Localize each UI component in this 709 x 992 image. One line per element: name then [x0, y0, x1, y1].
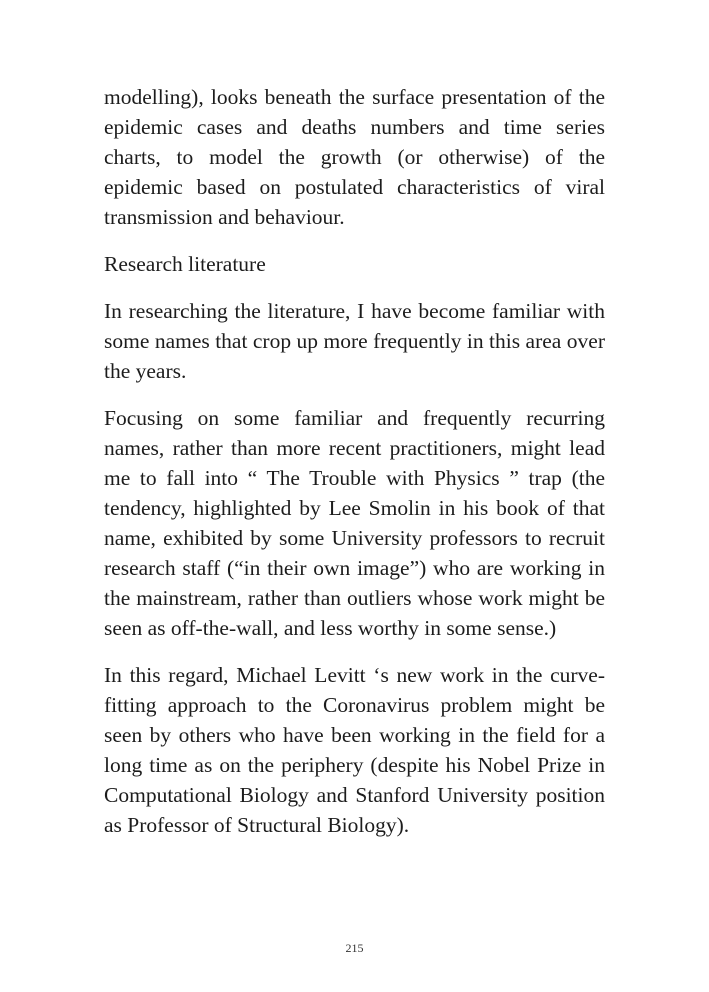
paragraph-michael-levitt: In this regard, Michael Levitt ‘s new work in the curve-fitting approach to the Coronavirus problem might be seen by others who have been working in the field for a long time as on the periphery (despite his Nobel Prize in Computational Biology and Stanford University position as Professor of Structural Biology).: [104, 663, 605, 837]
paragraph-trouble-with-physics: Focusing on some familiar and frequently recurring names, rather than more recent practitioners, might lead me to fall into “ The Trouble with Physics ” trap (the tendency, highlighted by Lee Smolin in his book of that name, exhibited by some University professors to recruit research staff (“in their own image”) who are working in the mainstream, rather than outliers whose work might be seen as off-the-wall, and less worthy in some sense.): [104, 406, 605, 640]
page-body: [104, 82, 605, 857]
paragraph-epidemic-modelling: modelling), looks beneath the surface presentation of the epidemic cases and deaths numbers and time series charts, to model the growth (or otherwise) of the epidemic based on postulated characteristics of viral transmission and behaviour.: [104, 85, 605, 229]
paragraph-researching-literature: In researching the literature, I have become familiar with some names that crop up more frequently in this area over the years.: [104, 299, 605, 383]
section-heading-research-literature: Research literature: [104, 252, 266, 276]
page-number: 215: [345, 941, 364, 955]
